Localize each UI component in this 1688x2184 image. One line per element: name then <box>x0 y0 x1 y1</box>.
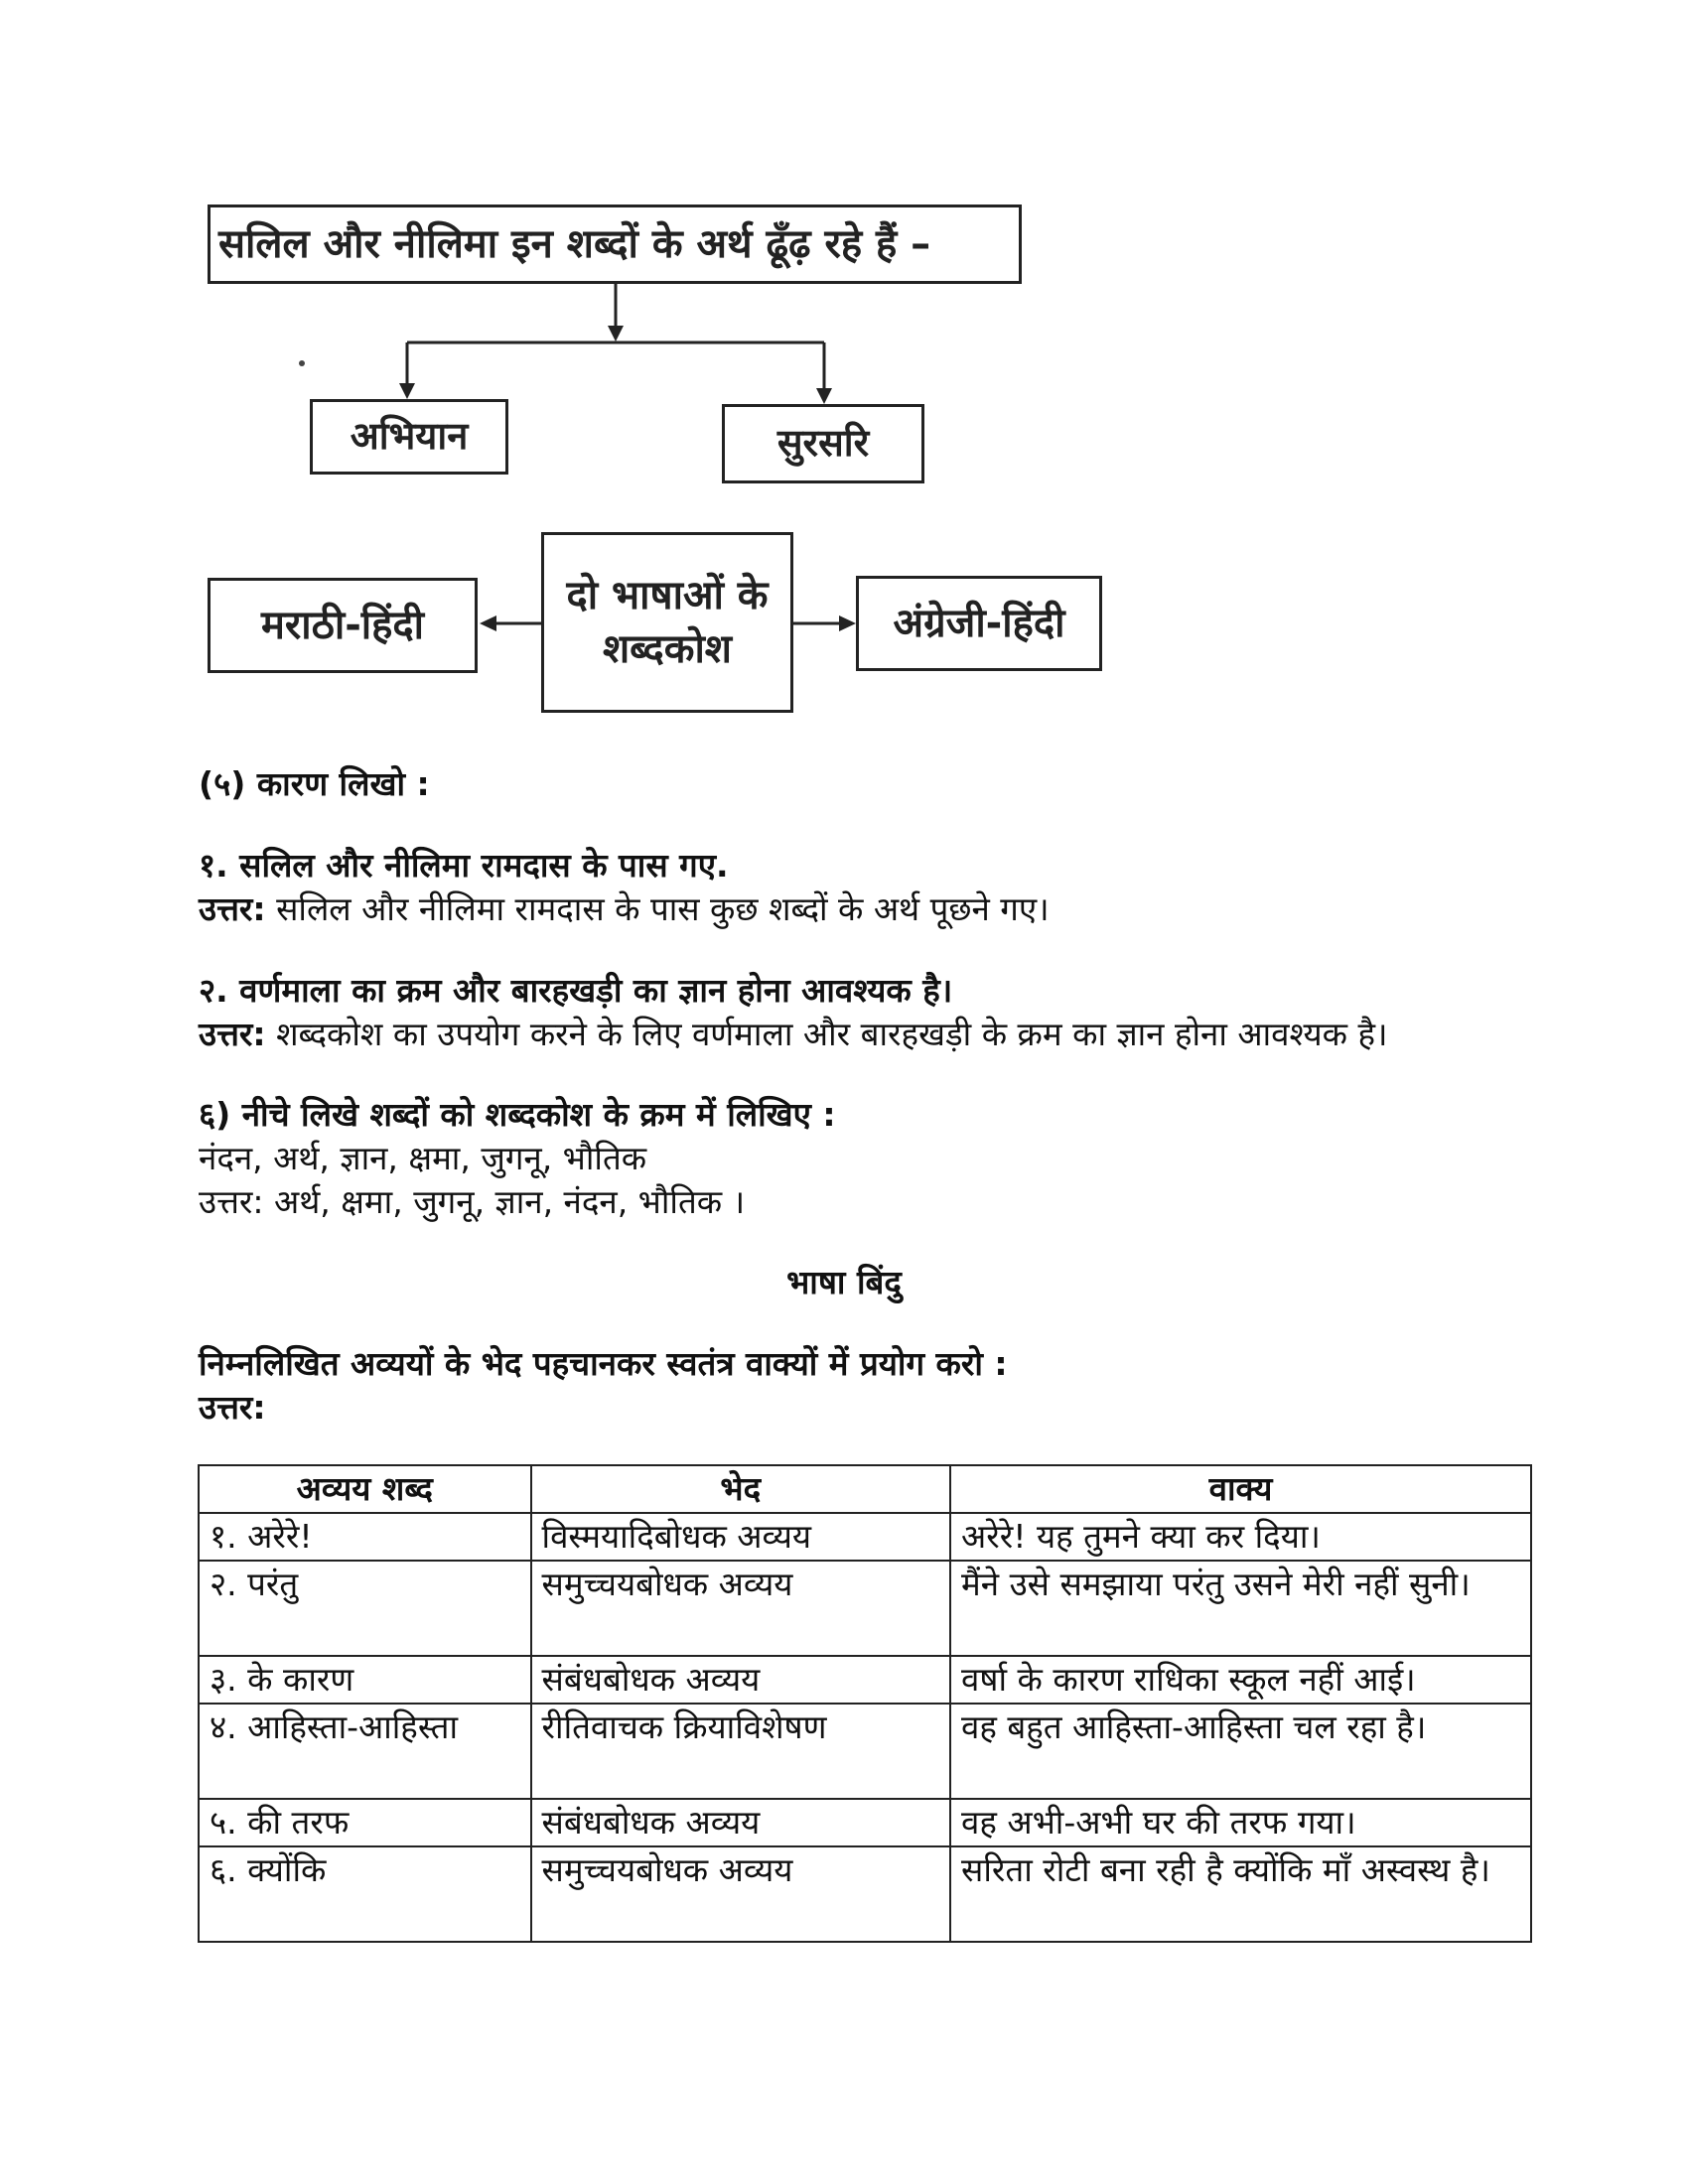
diagram2-center-line2: शब्दकोश <box>602 626 733 672</box>
table-cell: ६. क्योंकि <box>199 1846 531 1942</box>
table-cell: समुच्चयबोधक अव्यय <box>531 1846 951 1942</box>
bhasha-instruction: निम्नलिखित अव्ययों के भेद पहचानकर स्वतंत्र वाक्यों में प्रयोग करो : <box>199 1344 1008 1383</box>
bhasha-answer-label: उत्तर: <box>199 1388 266 1427</box>
section5-question-2: २. वर्णमाला का क्रम और बारहखड़ी का ज्ञान होना आवश्यक है। <box>199 971 953 1010</box>
diagram1-child-left-label: अभियान <box>350 414 469 459</box>
table-cell: विस्मयादिबोधक अव्यय <box>531 1513 951 1561</box>
table-cell: अरेरे! यह तुमने क्या कर दिया। <box>950 1513 1531 1561</box>
arrow-down-icon <box>399 383 415 399</box>
table-cell: रीतिवाचक क्रियाविशेषण <box>531 1704 951 1799</box>
diagram-connectors <box>0 0 1688 754</box>
answer-label: उत्तर: <box>199 1015 266 1053</box>
table-cell: ५. की तरफ <box>199 1799 531 1846</box>
table-row <box>199 1561 1531 1656</box>
table-cell: वह बहुत आहिस्ता-आहिस्ता चल रहा है। <box>950 1704 1531 1799</box>
speck-dot <box>299 360 305 366</box>
section5-question-1: १. सलिल और नीलिमा रामदास के पास गए. <box>199 846 729 885</box>
table-cell: १. अरेरे! <box>199 1513 531 1561</box>
table-header-cell: अव्यय शब्द <box>199 1465 531 1513</box>
section5-answer-1 <box>199 887 1050 931</box>
table-row <box>199 1704 1531 1799</box>
table-cell: ४. आहिस्ता-आहिस्ता <box>199 1704 531 1799</box>
table-row <box>199 1656 1531 1704</box>
avyay-table <box>198 1464 1532 1943</box>
answer-text: शब्दकोश का उपयोग करने के लिए वर्णमाला और बारहखड़ी के क्रम का ज्ञान होना आवश्यक है। <box>265 1015 1388 1053</box>
table-header-cell: भेद <box>531 1465 951 1513</box>
diagram2-left-label: मराठी-हिंदी <box>260 603 425 648</box>
table-row <box>199 1846 1531 1942</box>
bhasha-bindu-title: भाषा बिंदु <box>786 1263 902 1301</box>
section5-heading: (५) कारण लिखो : <box>199 764 430 803</box>
diagram2-center-line1: दो भाषाओं के <box>566 573 769 618</box>
arrow-right-icon <box>839 615 856 631</box>
table-header-cell: वाक्य <box>950 1465 1531 1513</box>
table-cell: २. परंतु <box>199 1561 531 1656</box>
section6-answer: उत्तर: अर्थ, क्षमा, जुगनू, ज्ञान, नंदन, भौतिक । <box>199 1182 746 1221</box>
arrow-down-icon <box>608 326 624 341</box>
table-cell: संबंधबोधक अव्यय <box>531 1799 951 1846</box>
diagram1-child-right-label: सुरसरि <box>776 421 870 466</box>
table-cell: संबंधबोधक अव्यय <box>531 1656 951 1704</box>
table-cell: वर्षा के कारण राधिका स्कूल नहीं आई। <box>950 1656 1531 1704</box>
arrow-left-icon <box>480 615 496 631</box>
answer-label: उत्तर: <box>199 889 266 928</box>
table-cell: वह अभी-अभी घर की तरफ गया। <box>950 1799 1531 1846</box>
section6-words: नंदन, अर्थ, ज्ञान, क्षमा, जुगनू, भौतिक <box>199 1139 647 1177</box>
answer-text: सलिल और नीलिमा रामदास के पास कुछ शब्दों के अर्थ पूछने गए। <box>265 889 1050 928</box>
table-cell: सरिता रोटी बना रही है क्योंकि माँ अस्वस्थ है। <box>950 1846 1531 1942</box>
table-row <box>199 1513 1531 1561</box>
section5-answer-2 <box>199 1013 1388 1056</box>
diagram2-right-label: अंग्रेजी-हिंदी <box>893 601 1065 646</box>
table-cell: ३. के कारण <box>199 1656 531 1704</box>
section6-heading: ६) नीचे लिखे शब्दों को शब्दकोश के क्रम में लिखिए : <box>199 1095 836 1134</box>
diagram1-top-label: सलिल और नीलिमा इन शब्दों के अर्थ ढूँढ़ रहे हैं – <box>218 221 931 267</box>
table-row <box>199 1799 1531 1846</box>
arrow-down-icon <box>816 388 832 404</box>
table-cell: मैंने उसे समझाया परंतु उसने मेरी नहीं सुनी। <box>950 1561 1531 1656</box>
table-header-row <box>199 1465 1531 1513</box>
table-cell: समुच्चयबोधक अव्यय <box>531 1561 951 1656</box>
